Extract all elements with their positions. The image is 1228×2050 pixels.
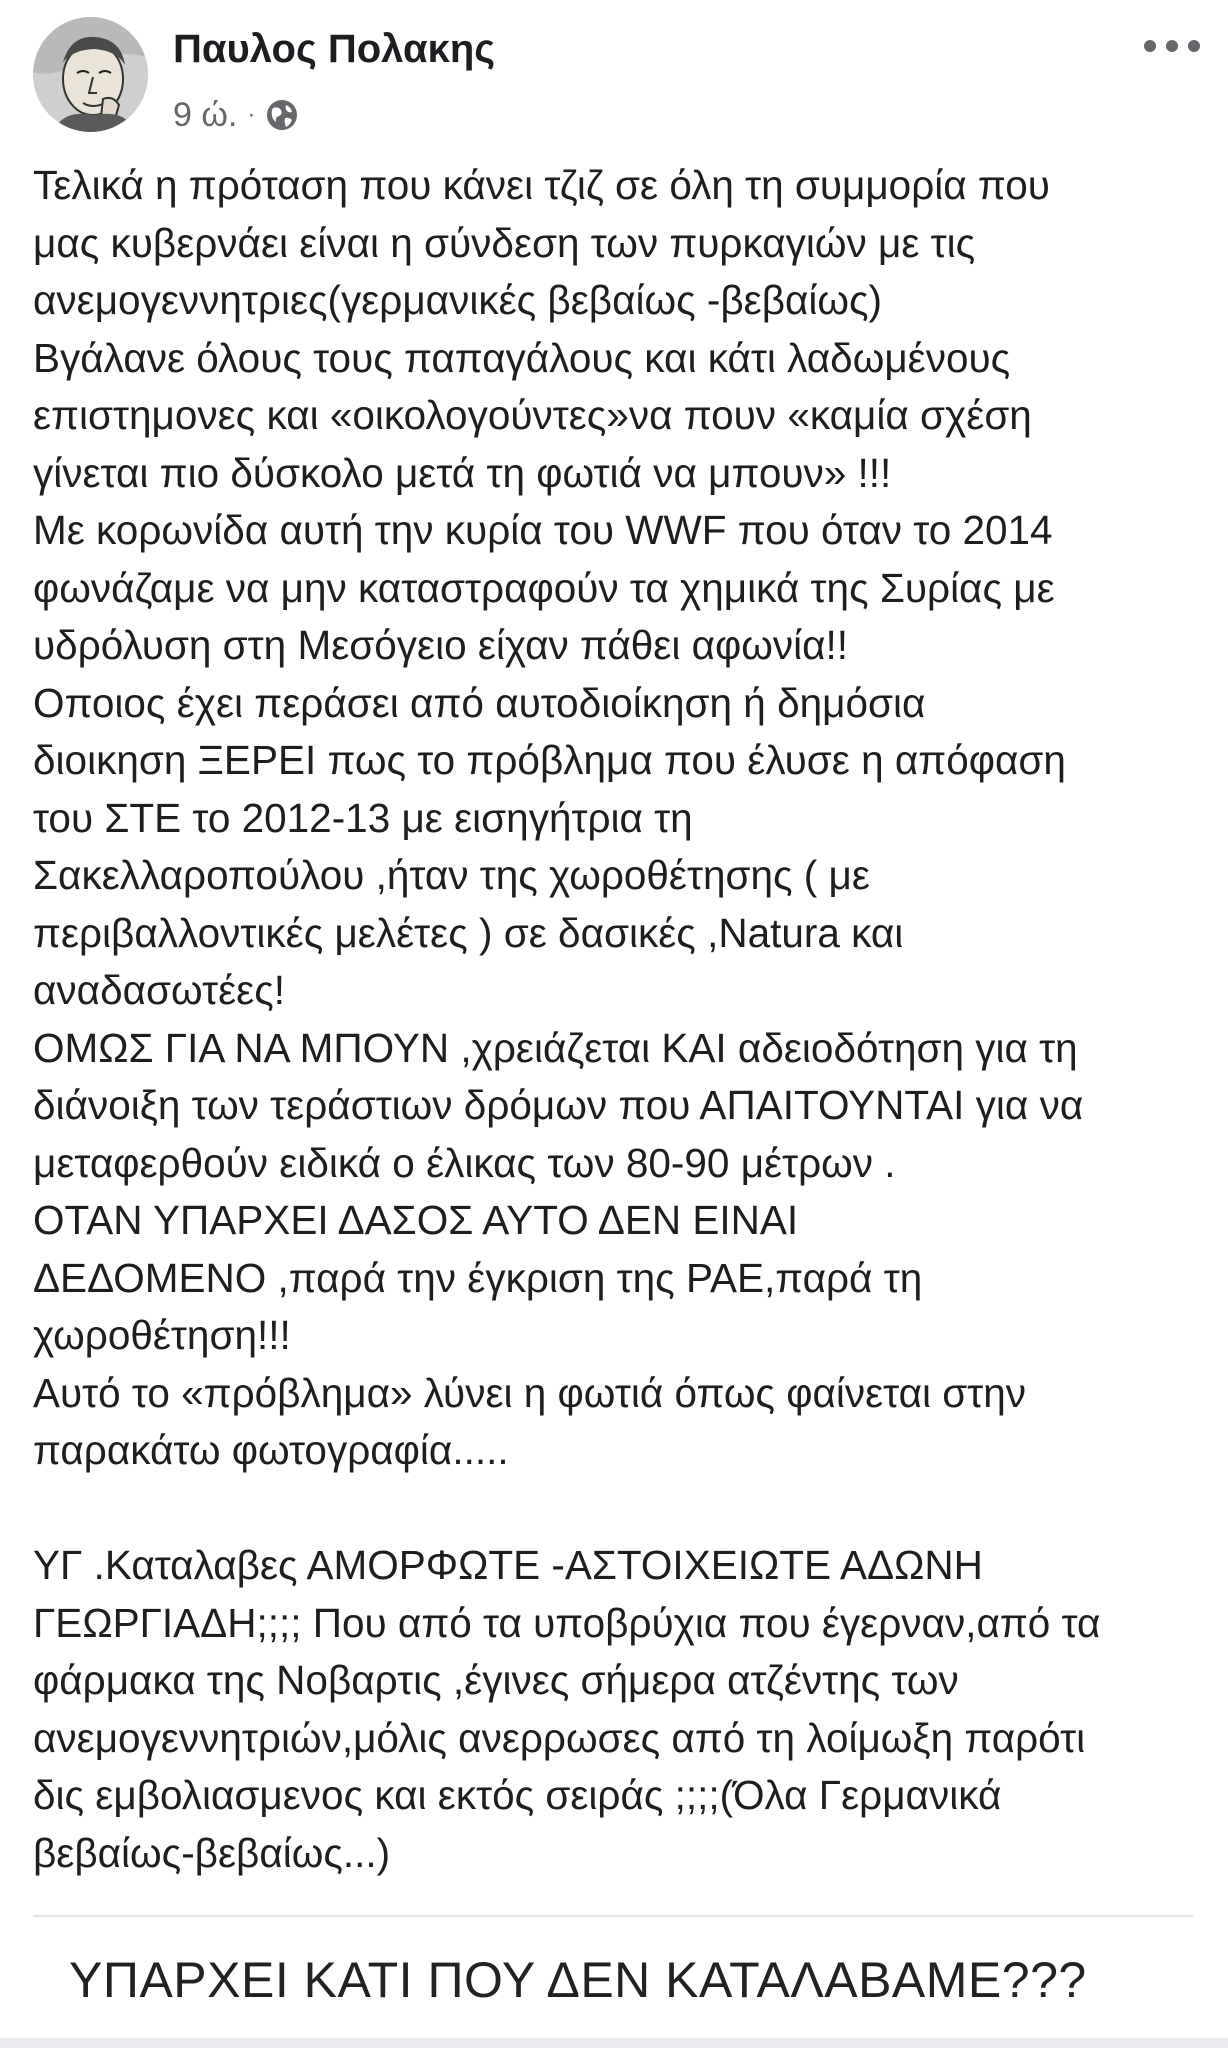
more-dot (1144, 40, 1156, 52)
post-text-line: ΟΜΩΣ ΓΙΑ ΝΑ ΜΠΟΥΝ ,χρειάζεται ΚΑΙ αδειοδότηση για τη (33, 1024, 1078, 1071)
post-text-line: μεταφερθούν ειδικά ο έλικας των 80-90 μέτρων . (33, 1139, 896, 1186)
post-text-line: ΟΤΑΝ ΥΠΑΡΧΕΙ ΔΑΣΟΣ ΑΥΤΟ ΔΕΝ ΕΙΝΑΙ (33, 1197, 799, 1243)
post-meta (173, 91, 299, 139)
more-dot (1188, 40, 1200, 52)
attachment-bottom-edge (0, 2038, 1228, 2048)
post-text (33, 157, 1203, 1882)
post-text-line: φωνάζαμε να μην καταστραφούν τα χημικά της Συρίας με (33, 564, 1055, 611)
post-text-line: δις εμβολιασμενος και εκτός σειράς ;;;;(Όλα Γερμανικά (33, 1772, 1002, 1818)
meta-separator: · (247, 101, 256, 128)
attachment-caption: ΥΠΑΡΧΕΙ ΚΑΤΙ ΠΟΥ ΔΕΝ ΚΑΤΑΛΑΒΑΜΕ??? (69, 1952, 1087, 2008)
post-text-line: Σακελλαροπούλου ,ήταν της χωροθέτησης ( με (33, 852, 870, 898)
post-text-line: χωροθέτηση!!! (33, 1312, 291, 1358)
post-text-line: ανεμογεννητριών,μόλις ανερρωσες από τη λοίμωξη παρότι (33, 1714, 1086, 1761)
post-text-line: ΥΓ .Καταλαβες ΑΜΟΡΦΩΤΕ -ΑΣΤΟΙΧΕΙΩΤΕ ΑΔΩΝΗ (33, 1542, 983, 1588)
post-text-line: Αυτό το «πρόβλημα» λύνει η φωτιά όπως φαίνεται στην (33, 1369, 1027, 1416)
post-text-line: υδρόλυση στη Μεσόγειο είχαν πάθει αφωνία!! (33, 622, 849, 668)
post-text-line: φάρμακα της Νοβαρτις ,έγινες σήμερα ατζέντης των (33, 1657, 959, 1703)
post-text-line: ΓΕΩΡΓΙΑΔΗ;;;; Που από τα υποβρύχια που έγερναν,από τα (33, 1599, 1101, 1646)
avatar-sketch-image (33, 17, 148, 132)
post-text-line: μας κυβερνάει είναι η σύνδεση των πυρκαγιών με τις (33, 219, 976, 266)
post-text-line: ΔΕΔΟΜΕΝΟ ,παρά την έγκριση της ΡΑΕ,παρά τη (33, 1254, 923, 1301)
post-text-line: επιστημονες και «οικολογούντες»να πουν «καμία σχέση (33, 392, 1032, 438)
avatar[interactable] (33, 17, 148, 132)
post-text-line: Οποιος έχει περάσει από αυτοδιοίκηση ή δημόσια (33, 679, 926, 726)
post-text-line: διάνοιξη των τεράστιων δρόμων που ΑΠΑΙΤΟΥΝΤΑΙ για να (33, 1082, 1084, 1128)
post-text-line: ανεμογεννητριες(γερμανικές βεβαίως -βεβαίως) (33, 277, 883, 323)
post-text-line: Με κορωνίδα αυτή την κυρία του WWF που όταν το 2014 (33, 507, 1053, 553)
post-text-line: παρακάτω φωτογραφία..... (33, 1427, 509, 1473)
post-text-line: διοικηση ΞΕΡΕΙ πως το πρόβλημα που έλυσε η απόφαση (33, 737, 1066, 783)
post-text-line: αναδασωτέες! (33, 967, 285, 1013)
post-text-line: γίνεται πιο δύσκολο μετά τη φωτιά να μπουν» !!! (33, 449, 892, 496)
post-text-line: βεβαίως-βεβαίως...) (33, 1829, 391, 1876)
author-name[interactable]: Παυλος Πολακης (173, 27, 496, 71)
post-text-line: Βγάλανε όλους τους παπαγάλους και κάτι λαδωμένους (33, 334, 1011, 381)
more-options-icon[interactable] (1144, 30, 1200, 62)
more-dot (1166, 40, 1178, 52)
post-text-line: του ΣΤΕ το 2012-13 με εισηγήτρια τη (33, 794, 693, 841)
attachment-preview[interactable] (33, 1915, 1193, 2050)
post-text-line (33, 1480, 1203, 1538)
globe-icon[interactable] (265, 98, 299, 132)
post-timestamp[interactable]: 9 ώ. (173, 95, 238, 134)
post-text-line: περιβαλλοντικές μελέτες ) σε δασικές ,Natura και (33, 909, 904, 956)
post-text-line: Τελικά η πρόταση που κάνει τζιζ σε όλη τη συμμορία που (33, 162, 1050, 208)
